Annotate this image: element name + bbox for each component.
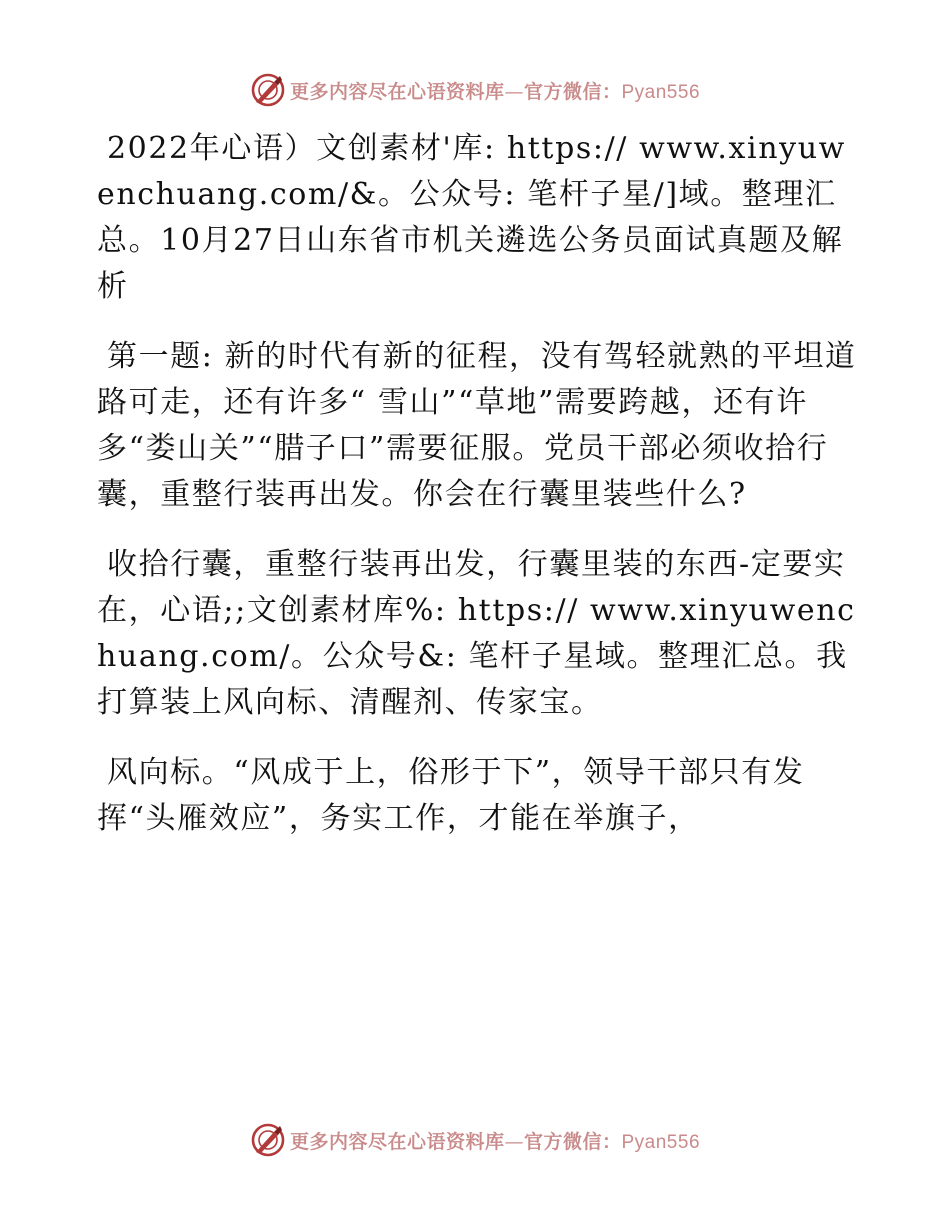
banner-separator: — [504,80,524,103]
paragraph-answer-point-one: 风向标。“风成于上，俗形于下”，领导干部只有发挥“头雁效应”，务实工作，才能在举旗子， [97,755,805,836]
banner-label: 官方微信： [523,1130,622,1153]
pen-logo-icon [250,1122,286,1158]
header-watermark-banner [0,70,950,110]
paragraph-question-one: 第一题: 新的时代有新的征程，没有驾轻就熟的平坦道路可走，还有许多“ 雪山”“草地”需要跨越，还有许多“娄山关”“腊子口”需要征服。党员干部必须收拾行囊，重整行装再出发。你会在行囊里装些什么? [97,339,857,512]
banner-wechat-id: Pyan556 [621,1131,701,1153]
banner-main-text: 更多内容尽在心语资料库 [289,1130,505,1153]
banner-main-text: 更多内容尽在心语资料库 [289,80,505,103]
banner-text [290,1127,700,1154]
footer-watermark-banner [0,1120,950,1160]
banner-text [290,77,700,104]
banner-label: 官方微信： [523,80,622,103]
banner-separator: — [504,1130,524,1153]
paragraph-intro: 2022年心语）文创素材'库: https:// www.xinyuwenchuang.com/&。公众号: 笔杆子星/]域。整理汇总。10月27日山东省市机关遴选公务员面试真题及解析 [97,131,846,304]
document-body [97,126,857,866]
paragraph-answer-intro: 收拾行囊，重整行装再出发，行囊里装的东西-定要实在，心语;;文创素材库%: https:// www.xinyuwenchuang.com/。公众号&: 笔杆子星域。整理汇总。我打算装上风向标、清醒剂、传家宝。 [97,547,856,720]
pen-logo-icon [250,72,286,108]
banner-wechat-id: Pyan556 [621,81,701,103]
